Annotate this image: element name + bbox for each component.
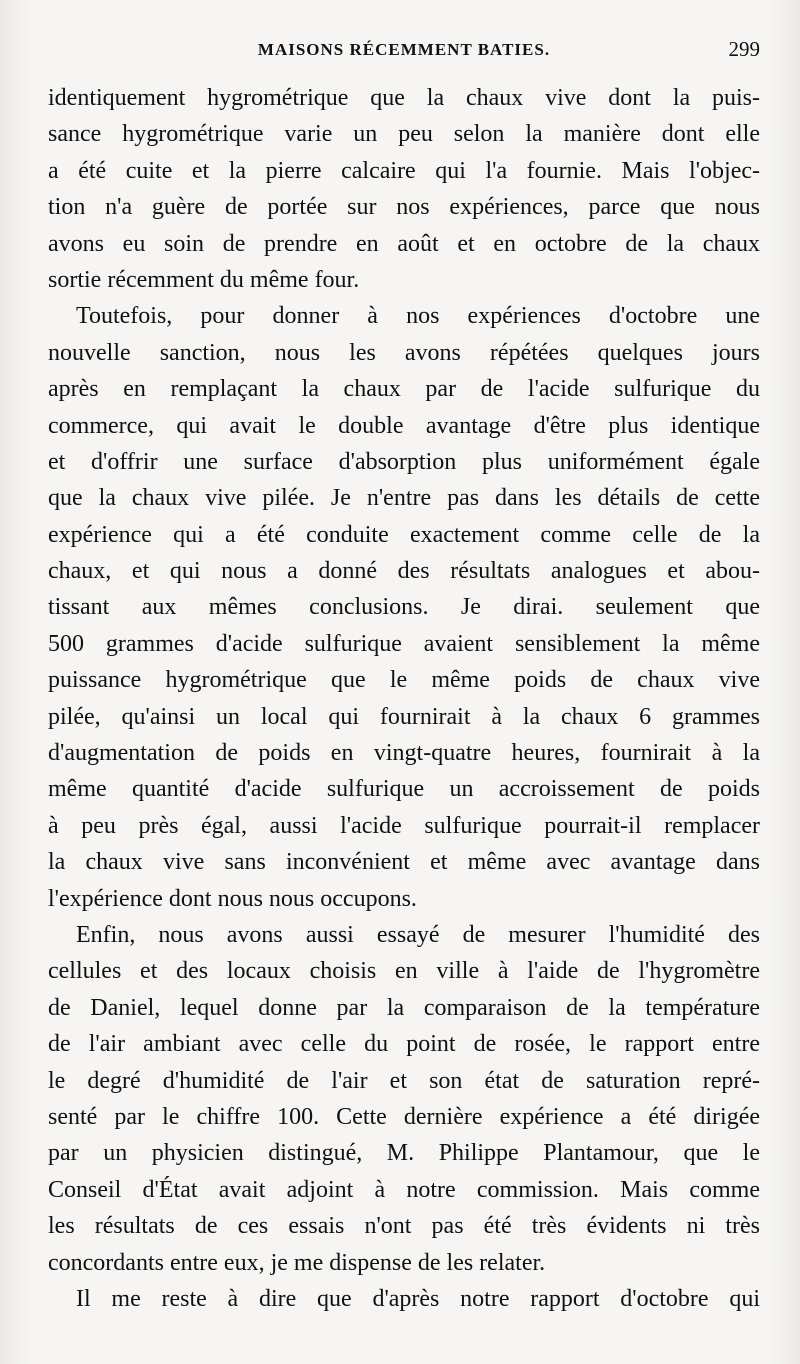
text-line: la chaux vive sans inconvénient et même avec avantage dans bbox=[48, 849, 760, 876]
text-line: même quantité d'acide sulfurique un accroissement de poids bbox=[48, 776, 760, 803]
text-line: que la chaux vive pilée. Je n'entre pas dans les détails de cette bbox=[48, 485, 760, 512]
text-line: senté par le chiffre 100. Cette dernière expérience a été dirigée bbox=[48, 1103, 760, 1130]
paragraph bbox=[48, 80, 760, 298]
text-line: l'expérience dont nous nous occupons. bbox=[48, 885, 417, 912]
text-line: sance hygrométrique varie un peu selon la manière dont elle bbox=[48, 121, 760, 148]
text-line: puissance hygrométrique que le même poids de chaux vive bbox=[48, 667, 760, 694]
body-text bbox=[48, 80, 760, 1317]
text-line: de l'air ambiant avec celle du point de rosée, le rapport entre bbox=[48, 1031, 760, 1058]
text-line: cellules et des locaux choisis en ville à l'aide de l'hygromètre bbox=[48, 958, 760, 985]
paragraph bbox=[48, 1281, 760, 1317]
paragraph bbox=[48, 298, 760, 917]
page-number: 299 bbox=[728, 37, 760, 61]
text-line: Il me reste à dire que d'après notre rapport d'octobre qui bbox=[76, 1285, 760, 1312]
text-line: a été cuite et la pierre calcaire qui l'a fournie. Mais l'objec- bbox=[48, 157, 760, 184]
text-line: identiquement hygrométrique que la chaux vive dont la puis- bbox=[48, 85, 760, 111]
text-line: avons eu soin de prendre en août et en octobre de la chaux bbox=[48, 230, 760, 257]
text-line: d'augmentation de poids en vingt-quatre heures, fournirait à la bbox=[48, 740, 760, 767]
text-line: 500 grammes d'acide sulfurique avaient sensiblement la même bbox=[48, 630, 760, 657]
text-line: Toutefois, pour donner à nos expériences d'octobre une bbox=[76, 303, 760, 330]
text-line: à peu près égal, aussi l'acide sulfurique pourrait-il remplacer bbox=[48, 812, 760, 839]
text-line: tissant aux mêmes conclusions. Je dirai. seulement que bbox=[48, 594, 760, 621]
running-title: MAISONS RÉCEMMENT BATIES. bbox=[257, 40, 551, 59]
text-line: après en remplaçant la chaux par de l'acide sulfurique du bbox=[48, 376, 760, 403]
text-line: concordants entre eux, je me dispense de les relater. bbox=[48, 1249, 546, 1276]
text-line: par un physicien distingué, M. Philippe Plantamour, que le bbox=[48, 1140, 760, 1167]
running-header bbox=[48, 37, 760, 74]
paragraph bbox=[48, 917, 760, 1281]
text-line: de Daniel, lequel donne par la comparaison de la température bbox=[48, 994, 760, 1021]
text-line: Enfin, nous avons aussi essayé de mesurer l'humidité des bbox=[76, 921, 760, 948]
text-line: nouvelle sanction, nous les avons répétées quelques jours bbox=[48, 339, 760, 366]
text-line: expérience qui a été conduite exactement comme celle de la bbox=[48, 521, 760, 548]
text-line: tion n'a guère de portée sur nos expériences, parce que nous bbox=[48, 194, 760, 221]
text-line: Conseil d'État avait adjoint à notre commission. Mais comme bbox=[48, 1176, 760, 1203]
text-line: pilée, qu'ainsi un local qui fournirait à la chaux 6 grammes bbox=[48, 703, 760, 730]
text-line: les résultats de ces essais n'ont pas été très évidents ni très bbox=[48, 1213, 760, 1240]
text-line: et d'offrir une surface d'absorption plus uniformément égale bbox=[48, 448, 760, 475]
text-line: commerce, qui avait le double avantage d'être plus identique bbox=[48, 412, 760, 439]
text-line: sortie récemment du même four. bbox=[48, 266, 360, 293]
text-line: le degré d'humidité de l'air et son état de saturation repré- bbox=[48, 1067, 760, 1094]
text-line: chaux, et qui nous a donné des résultats analogues et abou- bbox=[48, 558, 760, 585]
